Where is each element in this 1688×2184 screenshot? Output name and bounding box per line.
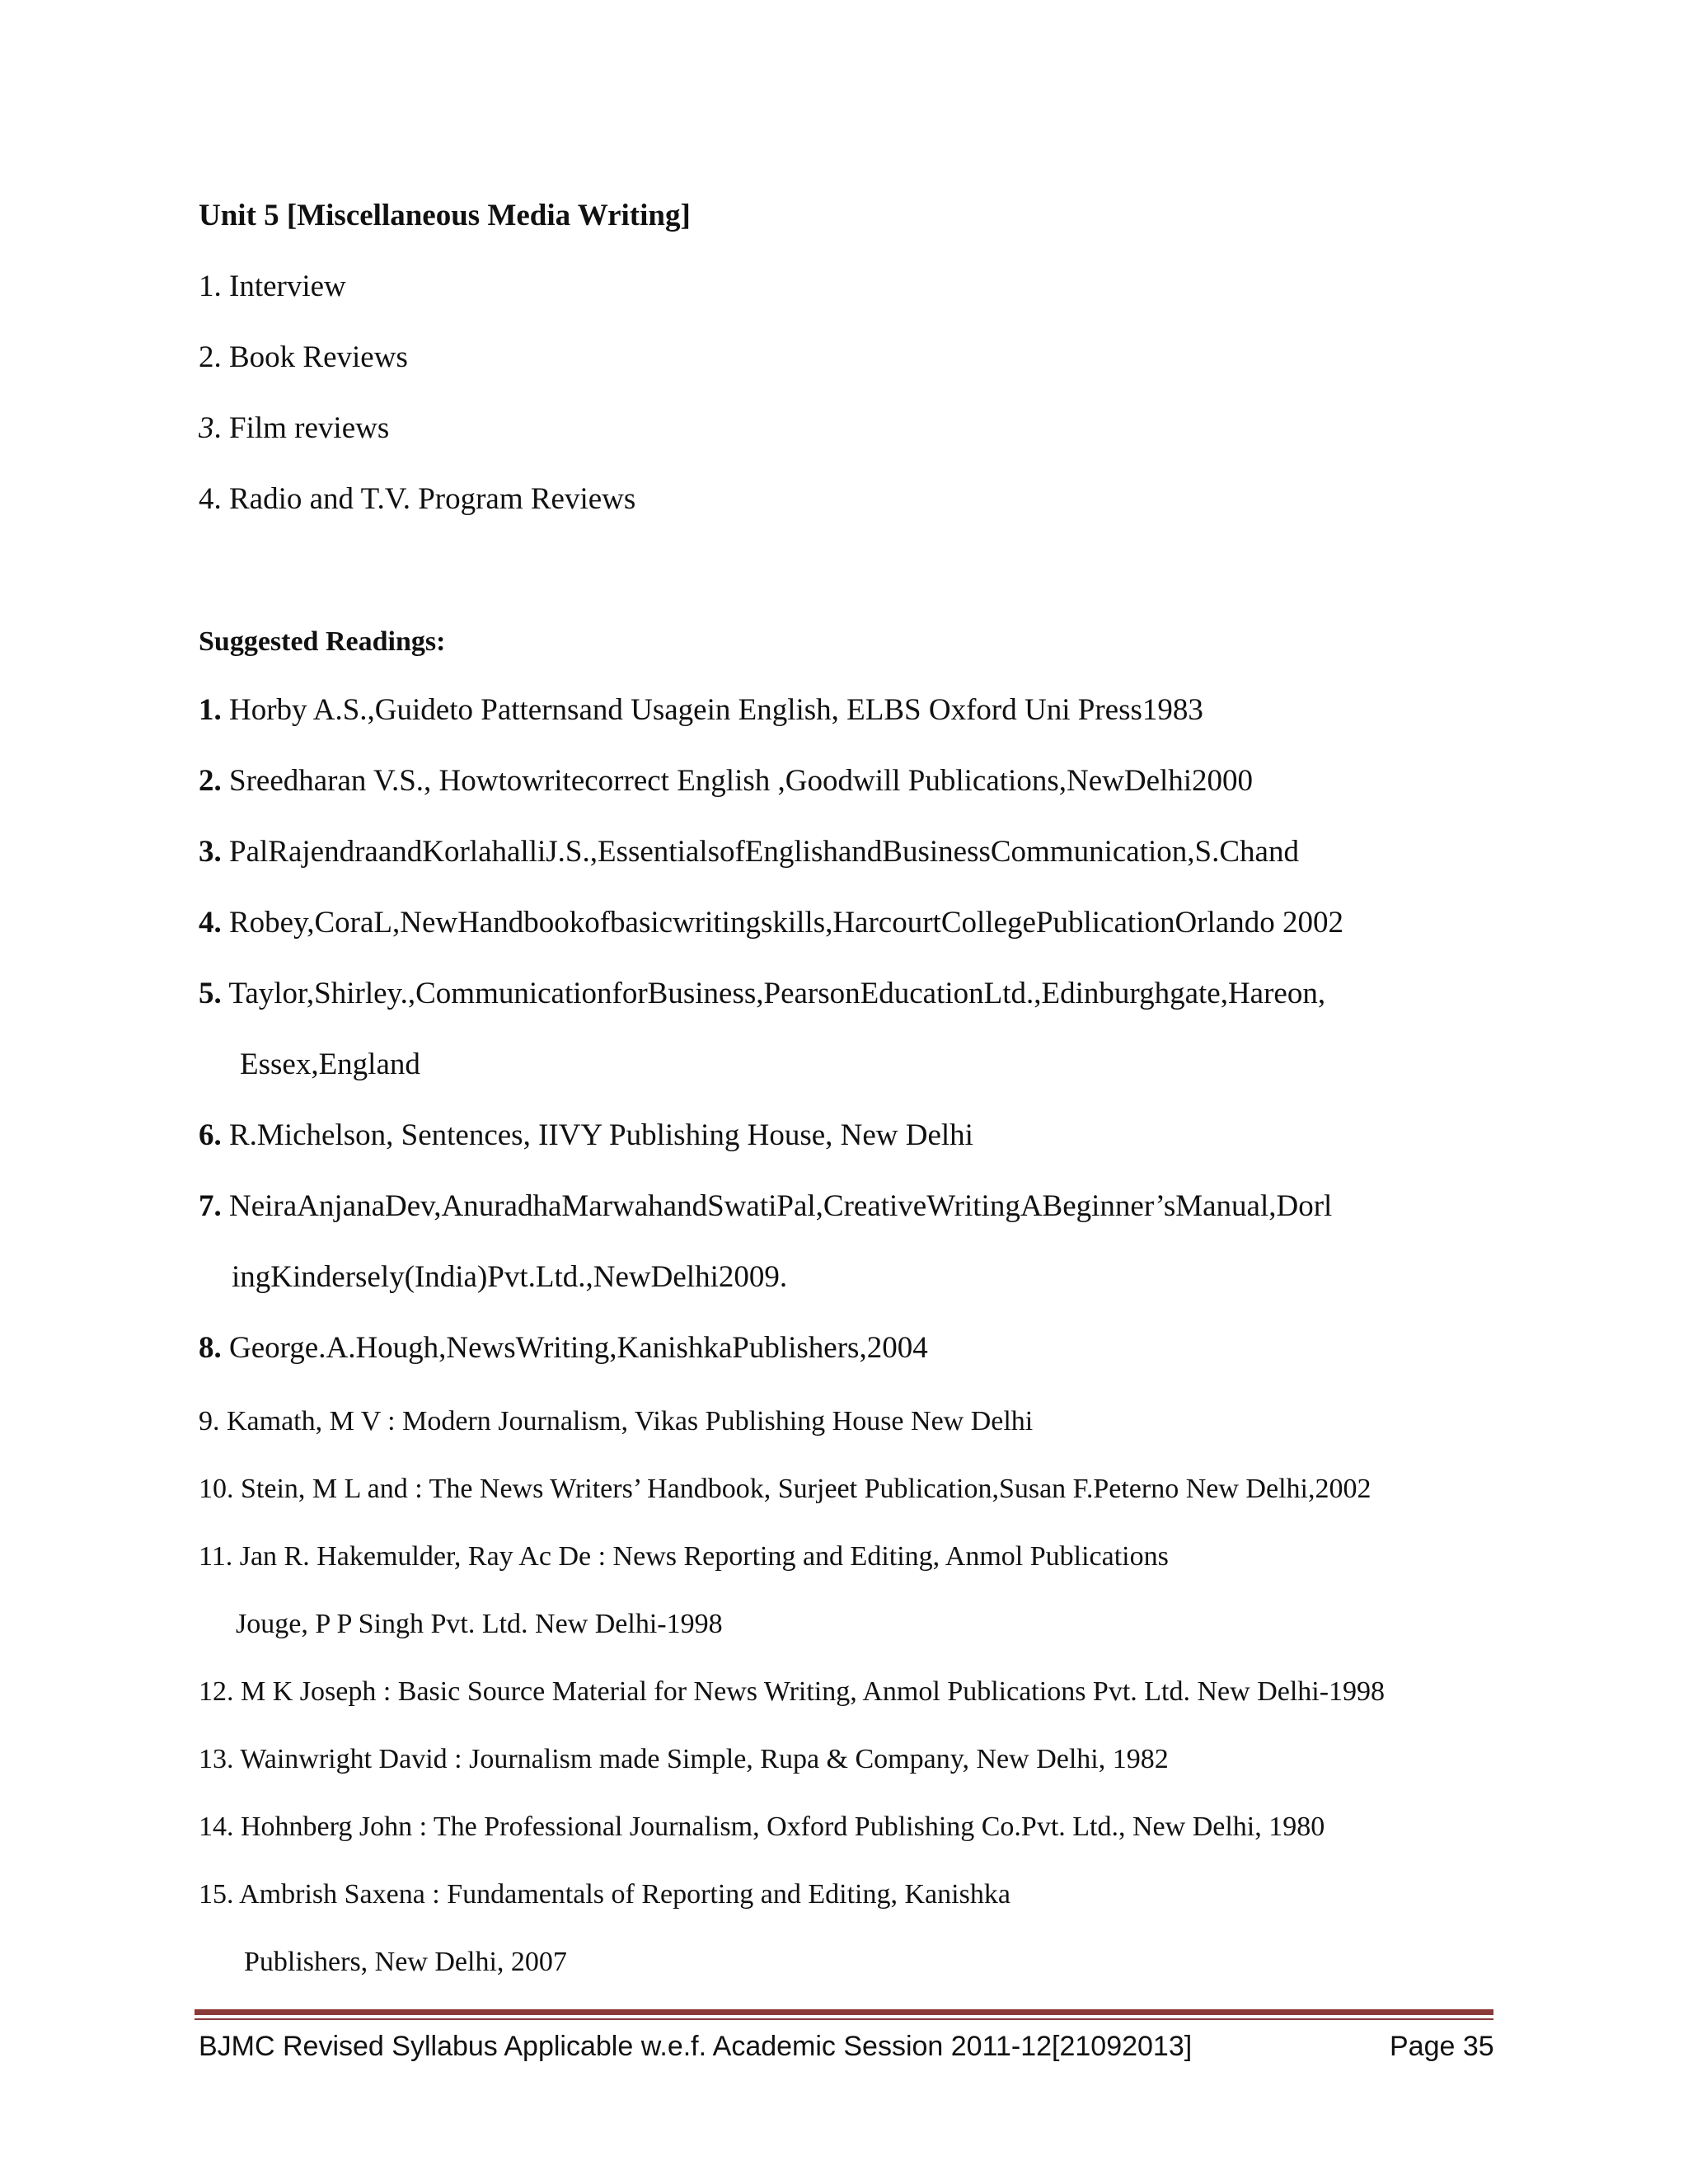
topic-number: 1. bbox=[199, 269, 222, 303]
reading-text: Robey,CoraL,NewHandbookofbasicwritingskills,HarcourtCollegePublicationOrlando 2002 bbox=[221, 906, 1343, 940]
reading-item bbox=[199, 978, 1325, 1009]
reading-item bbox=[199, 766, 1253, 796]
reading-continuation: Publishers, New Delhi, 2007 bbox=[244, 1947, 567, 1977]
reading-text: R.Michelson, Sentences, IIVY Publishing House, New Delhi bbox=[221, 1118, 973, 1152]
reading-text: PalRajendraandKorlahalliJ.S.,EssentialsofEnglishandBusinessCommunication,S.Chand bbox=[221, 835, 1299, 869]
reading-item bbox=[199, 1333, 928, 1363]
reading-number: 2. bbox=[199, 764, 222, 798]
reading-item bbox=[199, 837, 1299, 867]
reading-item: 13. Wainwright David : Journalism made Simple, Rupa & Company, New Delhi, 1982 bbox=[199, 1744, 1169, 1774]
reading-item bbox=[199, 1191, 1332, 1221]
reading-number: 4. bbox=[199, 906, 222, 940]
reading-text: NeiraAnjanaDev,AnuradhaMarwahandSwatiPal,CreativeWritingABeginner’sManual,Dorl bbox=[221, 1189, 1333, 1223]
reading-number: 8. bbox=[199, 1331, 222, 1365]
footer-left-text: BJMC Revised Syllabus Applicable w.e.f. Academic Session 2011-12[21092013] bbox=[199, 2031, 1193, 2062]
topic-item bbox=[199, 342, 408, 373]
topic-text: Radio and T.V. Program Reviews bbox=[221, 482, 636, 516]
topic-item bbox=[199, 413, 389, 443]
reading-item bbox=[199, 695, 1203, 725]
reading-number: 5. bbox=[199, 977, 222, 1010]
topic-number: 2. bbox=[199, 340, 222, 374]
readings-heading: Suggested Readings: bbox=[199, 626, 446, 657]
reading-item: 9. Kamath, M V : Modern Journalism, Vikas Publishing House New Delhi bbox=[199, 1406, 1034, 1436]
reading-item: 10. Stein, M L and : The News Writers’ Handbook, Surjeet Publication,Susan F.Peterno New Delhi,2002 bbox=[199, 1474, 1372, 1504]
reading-number: 3. bbox=[199, 835, 222, 869]
topic-text: Book Reviews bbox=[221, 340, 408, 374]
topic-number: 4. bbox=[199, 482, 222, 516]
reading-item: 14. Hohnberg John : The Professional Journalism, Oxford Publishing Co.Pvt. Ltd., New Delhi, 1980 bbox=[199, 1811, 1325, 1842]
reading-text: Horby A.S.,Guideto Patternsand Usagein English, ELBS Oxford Uni Press1983 bbox=[221, 693, 1203, 727]
topic-item bbox=[199, 484, 635, 514]
reading-number: 1. bbox=[199, 693, 222, 727]
reading-text: George.A.Hough,NewsWriting,KanishkaPublishers,2004 bbox=[221, 1331, 928, 1365]
page-number: Page 35 bbox=[1390, 2031, 1494, 2062]
unit-heading: Unit 5 [Miscellaneous Media Writing] bbox=[199, 199, 691, 232]
reading-continuation: Essex,England bbox=[240, 1047, 420, 1081]
topic-text: Interview bbox=[221, 269, 346, 303]
reading-number: 7. bbox=[199, 1189, 222, 1223]
reading-continuation: ingKindersely(India)Pvt.Ltd.,NewDelhi2009. bbox=[232, 1260, 788, 1294]
reading-item: 12. M K Joseph : Basic Source Material for News Writing, Anmol Publications Pvt. Ltd. New Delhi-1998 bbox=[199, 1676, 1386, 1707]
reading-continuation: Jouge, P P Singh Pvt. Ltd. New Delhi-1998 bbox=[236, 1609, 723, 1639]
reading-number: 6. bbox=[199, 1118, 222, 1152]
topic-number: 3 bbox=[199, 411, 214, 445]
footer-rule-thin bbox=[195, 2018, 1493, 2020]
footer-rule-thick bbox=[195, 2009, 1493, 2015]
reading-item: 11. Jan R. Hakemulder, Ray Ac De : News Reporting and Editing, Anmol Publications bbox=[199, 1541, 1169, 1572]
reading-text: Taylor,Shirley.,CommunicationforBusiness,PearsonEducationLtd.,Edinburghgate,Hareon, bbox=[221, 977, 1326, 1010]
topic-item bbox=[199, 271, 346, 302]
topic-text: . Film reviews bbox=[213, 411, 390, 445]
reading-item bbox=[199, 907, 1343, 938]
reading-text: Sreedharan V.S., Howtowritecorrect English ,Goodwill Publications,NewDelhi2000 bbox=[221, 764, 1254, 798]
reading-item bbox=[199, 1120, 973, 1151]
reading-item: 15. Ambrish Saxena : Fundamentals of Reporting and Editing, Kanishka bbox=[199, 1879, 1010, 1910]
